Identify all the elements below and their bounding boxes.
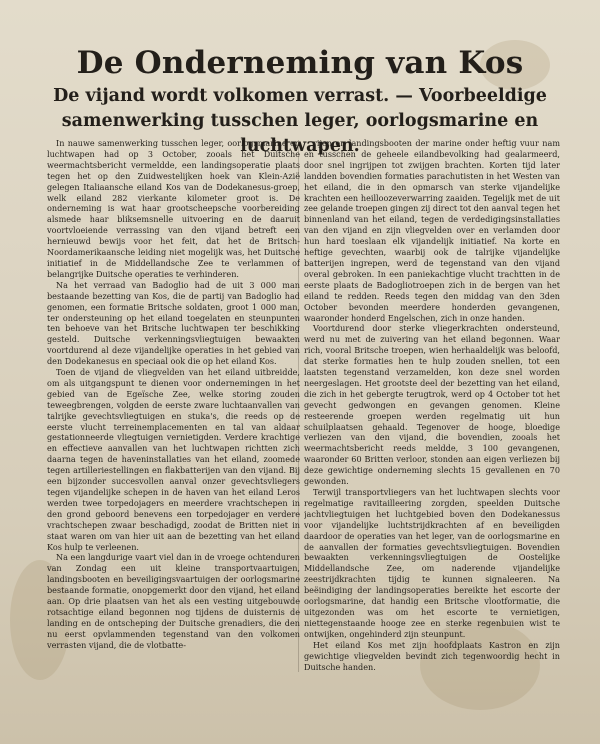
- left-column: [47, 138, 300, 678]
- page-title: De Onderneming van Kos: [76, 45, 524, 81]
- paragraph: Het eiland Kos met zijn hoofdplaats Kastron en zijn gewichtige vliegvelden bevindt zich tegenwoordig hecht in Duitsche handen.: [304, 639, 560, 672]
- paragraph: Toen de vijand de vliegvelden van het eiland uitbreidde, om als uitgangspunt te dienen voor ondernemingen in het gebied van de Egeïsche Zee, welke storing zouden teweegbrengen, volgden de eerste zware luchtaanvallen van talrijke gevechtsvliegtuigen en stuka's, die reeds op de eerste vlucht terreinemplacementen en tal van aldaar gestationneerde vliegtuigen vernietigden. Verdere krachtige en effectieve aanvallen van het luchtwapen richtten zich daarna tegen de haveninstallaties van het eiland, zoomede tegen artilleriestellingen en flakbatterijen van den vijand. Bij een bijzonder succesvollen aanval onzer gevechtsvliegers tegen vijandelijke schepen in de haven van het eiland Leros werden twee torpedojagers en meerdere vrachtschepen in den grond geboord benevens een torpedojager en verdere vrachtschepen zwaar beschadigd, zoodat de Britten niet in staat waren om van hier uit aan de bezetting van het eiland Kos hulp te verleenen.: [47, 367, 300, 552]
- page-subtitle: De vijand wordt volkomen verrast. — Voorbeeldige samenwerking tusschen leger, oorlogsmarine en luchtwapen.: [53, 86, 547, 156]
- right-column: [304, 138, 560, 678]
- paragraph: Voortdurend door sterke vliegerkrachten ondersteund, werd nu met de zuivering van het eiland begonnen. Waar rich, vooral Britsche troepen, wien herhaaldelijk was beloofd, dat sterke formaties hen te hulp zouden snellen, tot een laatsten tegenstand verzamelden, kon deze snel worden neergeslagen. Het grootste deel der bezetting van het eiland, die zich in het gebergte terugtrok, werd op 4 October tot het gevecht gedwongen en gevangen genomen. Kleine resteerende groepen werden regelmatig uit hun schuilplaatsen gehaald. Tegenover de hooge, bloedige verliezen van den vijand, die bovendien, zooals het weermachtsbericht reeds meldde, 3 100 gevangenen, waaronder 60 Britten verloor, stonden aan eigen verliezen bij deze gewichtige onderneming slechts 15 gevallenen en 70 gewonden.: [304, 323, 560, 487]
- paragraph: In nauwe samenwerking tusschen leger, oorlogsmarine en luchtwapen had op 3 October, zooals het Duitsche weermachtsbericht vermeldde, een landingsoperatie plaats tegen het op den Zuidwestelijken hoek van Klein-Azië gelegen Italiaansche eiland Kos van de Dodekanesus-groep, welk eiland 282 vierkante kilometer groot is. De onderneming is wat haar grootscheepsche voorbereiding alsmede haar bliksemsnelle uitvoering en de daaruit voortvloeiende verrassing van den vijand betreft een hernieuwd bewijs voor het feit, dat het de Britsch-Noordamerikaansche leiding niet mogelijk was, het Duitsche initiatief in de Middellandsche Zee te verlammen of belangrijke Duitsche operaties te verhinderen.: [47, 138, 300, 279]
- paragraph: Na een langdurige vaart viel dan in de vroege ochtenduren van Zondag een uit kleine transportvaartuigen, landingsbooten en beveiligingsvaartuigen der oorlogsmarine bestaande formatie, onopgemerkt door den vijand, het eiland aan. Op drie plaatsen van het als een vesting uitgebouwde rotsachtige eiland begonnen nog tijdens de duisternis de landing en de ontscheping der Duitsche grenadiers, die den nu eerst opvlammenden tegenstand van den volkomen verrasten vijand, die de vlotbatte-: [47, 552, 300, 650]
- paragraph: rijen en landingsbooten der marine onder heftig vuur nam en tusschen de geheele eilandbevolking had gealarmeerd, door snel ingrijpen tot zwijgen brachten. Korten tijd later landden bovendien formaties parachutisten in het Westen van het eiland, die in den opmarsch van sterke vijandelijke krachten een heilloozeverwarring zaaiden. Tegelijk met de uit zee gelande troepen gingen zij direct tot den aanval tegen het binnenland van het eiland, tegen de verdedigingsinstallaties van den vijand en zijn vliegvelden over en verlamden door hun hard toeslaan elk vijandelijk initiatief. Na korte en heftige gevechten, waarbij ook de talrijke vijandelijke batterijen ingrepen, werd de tegenstand van den vijand overal gebroken. In een paniekachtige vlucht trachtten in de eerste plaats de Badogliotroepen zich in de bergen van het eiland te redden. Reeds tegen den middag van den 3den October bevonden meerdere honderden gevangenen, waaronder honderd Engelschen, zich in onze handen.: [304, 138, 560, 323]
- column-divider: [298, 140, 299, 672]
- paragraph: Terwijl transportvliegers van het luchtwapen slechts voor regelmatige ravitailleering zorgden, speelden Duitsche jachtvliegtuigen het luchtgebied boven den Dodekanessus voor vijandelijke luchtstrijdkrachten af en beveiligden daardoor de operaties van het leger, van de oorlogsmarine en de aanvallen der formaties gevechtsvliegtuigen. Bovendien bewaakten verkenningsvliegtuigen de Oostelijke Middellandsche Zee, om naderende vijandelijke zeestrijdkrachten tijdig te kunnen signaleeren. Na beëindiging der landingsoperaties bereikte het escorte der oorlogsmarine, dat handig een Britsche vlootformatie, die uitgezonden was om het escorte te vernietigen, niettegenstaande hooge zee en sterke regenbuien wist te ontwijken, ongehinderd zijn steunpunt.: [304, 487, 560, 639]
- paragraph: Na het verraad van Badoglio had de uit 3 000 man bestaande bezetting van Kos, die de partij van Badoglio had genomen, een formatie Britsche soldaten, groot 1 000 man, ter ondersteuning op het eiland toegelaten en steunpunten ten behoeve van het Britsche luchtwapen ter beschikking gesteld. Duitsche verkenningsvliegtuigen bewaakten voortdurend al deze vijandelijke operaties in het gebied van den Dodekanesus en speciaal ook die op het eiland Kos.: [47, 279, 300, 367]
